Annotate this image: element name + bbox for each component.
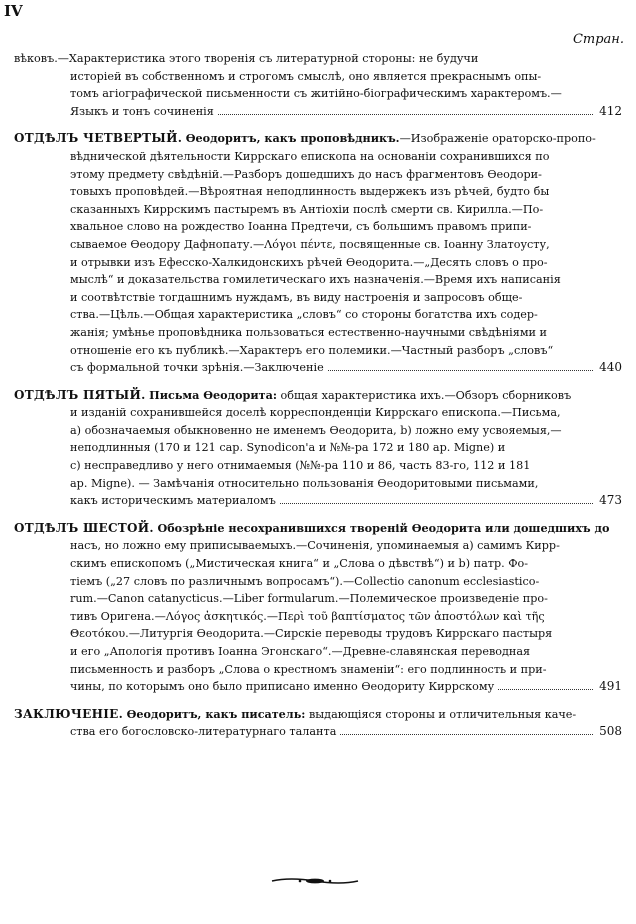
toc-line: какъ историческимъ материаломъ 473 bbox=[14, 492, 622, 510]
toc-line: а) обозначаемыя обыкновенно не именемъ Ѳеодорита, b) ложно ему усвояемыя,— bbox=[70, 423, 562, 437]
toc-page-number: 412 bbox=[599, 103, 622, 118]
toc-line: жанія; умѣнье проповѣдника пользоваться естественно-научными свѣдѣніями и bbox=[70, 325, 547, 339]
toc-line: скимъ епископомъ („Мистическая книга“ и „Слова о дѣвствѣ“) и b) патр. Фо- bbox=[70, 557, 529, 571]
section-title: ЗАКЛЮЧЕНІЕ. bbox=[14, 706, 124, 721]
toc-line: сказанныхъ Киррскимъ пастыремъ въ Антіохіи послѣ смерти св. Кирилла.—По- bbox=[70, 202, 544, 216]
toc-line: тіемъ („27 словъ по различнымъ вопросамъ“).—Collectio canonum ecclesiastico- bbox=[70, 574, 540, 588]
toc-line: ЗАКЛЮЧЕНІЕ. Ѳеодоритъ, какъ писатель: выдающіяся стороны и отличительныя каче- bbox=[14, 706, 577, 721]
toc-line: ар. Migne). — Замѣчанія относительно пользованія Ѳеодоритовыми письмами, bbox=[70, 476, 539, 490]
toc-entry bbox=[14, 387, 622, 510]
toc-line: чины, по которымъ оно было приписано именно Ѳеодориту Киррскому 491 bbox=[14, 678, 622, 696]
section-subtitle: Ѳеодоритъ, какъ писатель: bbox=[126, 706, 306, 721]
section-title: ОТДѢЛЪ ЧЕТВЕРТЫЙ. bbox=[14, 131, 183, 146]
section-subtitle: Письма Ѳеодорита: bbox=[149, 387, 277, 402]
toc-line: ства.—Цѣль.—Общая характеристика „словъ“ со стороны богатства ихъ содер- bbox=[70, 308, 538, 322]
toc-line: томъ агіографической письменности съ житійно-біографическимъ характеромъ.— bbox=[70, 87, 562, 101]
toc-line: Θεοτόκου.—Литургія Ѳеодорита.—Сирскіе переводы трудовъ Киррскаго пастыря bbox=[70, 627, 553, 641]
table-of-contents bbox=[14, 50, 622, 751]
toc-line: товыхъ проповѣдей.—Вѣроятная неподлинность выдержекъ изъ рѣчей, будто бы bbox=[70, 185, 550, 199]
toc-line: и изданій сохранившейся доселѣ корреспонденціи Киррскаго епископа.—Письма, bbox=[70, 406, 561, 420]
toc-line: с) несправедливо у него отнимаемыя (№№-ра 110 и 86, часть 83-го, 112 и 181 bbox=[70, 459, 531, 473]
decorative-ornament-icon bbox=[270, 876, 360, 886]
toc-line: сываемое Ѳеодору Дафнопату.—Λόγοι πέντε, посвященные св. Іоанну Златоусту, bbox=[70, 237, 550, 251]
toc-line: письменность и разборъ „Слова о крестномъ знаменіи“: его подлинность и при- bbox=[70, 662, 547, 676]
toc-line: rum.—Canon catanycticus.—Liber formularum.—Полемическое произведеніе про- bbox=[70, 592, 548, 606]
toc-line: съ формальной точки зрѣнія.—Заключеніе 440 bbox=[14, 359, 622, 377]
page-column-header: Стран. bbox=[572, 32, 624, 47]
toc-line: отношеніе его къ публикѣ.—Характеръ его полемики.—Частный разборъ „словъ“ bbox=[70, 343, 554, 357]
toc-line: мыслѣ“ и доказательства гомилетическаго ихъ назначенія.—Время ихъ написанія bbox=[70, 273, 561, 287]
toc-line: этому предмету свѣдѣній.—Разборъ дошедшихъ до насъ фрагментовъ Ѳеодори- bbox=[70, 167, 542, 181]
toc-line bbox=[14, 520, 622, 538]
toc-page-number: 440 bbox=[599, 360, 622, 375]
toc-line: ОТДѢЛЪ ЧЕТВЕРТЫЙ. Ѳеодоритъ, какъ проповѣдникъ.—Изображеніе ораторско-пропо- bbox=[14, 131, 596, 146]
section-title: ОТДѢЛЪ ШЕСТОЙ. bbox=[14, 520, 154, 535]
toc-entry bbox=[14, 50, 622, 120]
toc-page-number: 473 bbox=[599, 493, 622, 508]
toc-line: исторіей въ собственномъ и строгомъ смыслѣ, оно является прекраснымъ опы- bbox=[70, 69, 542, 83]
toc-line: вѣковъ.—Характеристика этого творенія съ литературной стороны: не будучи bbox=[14, 52, 479, 65]
toc-entry bbox=[14, 520, 622, 696]
toc-entry bbox=[14, 130, 622, 376]
section-subtitle: Ѳеодоритъ, какъ проповѣдникъ. bbox=[185, 131, 400, 146]
toc-line: вѣднической дѣятельности Киррскаго епископа на основаніи сохранившихся по bbox=[70, 149, 550, 163]
toc-line: Языкъ и тонъ сочиненія 412 bbox=[14, 103, 622, 121]
toc-line: и его „Апологія противъ Іоанна Эгонскаго“.—Древне-славянская переводная bbox=[70, 645, 531, 658]
section-subtitle: Обозрѣніе несохранившихся твореній Ѳеодорита или дошедшихъ до bbox=[157, 520, 610, 535]
toc-line: неподлинныя (170 и 121 cap. Synodicon'a и №№-ра 172 и 180 ар. Migne) и bbox=[70, 441, 506, 455]
toc-line: ОТДѢЛЪ ПЯТЫЙ. Письма Ѳеодорита: общая характеристика ихъ.—Обзоръ сборниковъ bbox=[14, 387, 572, 402]
toc-line: насъ, но ложно ему приписываемыхъ.—Сочиненія, упоминаемыя а) самимъ Кирр- bbox=[70, 539, 560, 553]
toc-line: хвальное слово на рождество Іоанна Предтечи, съ большимъ правомъ припи- bbox=[70, 220, 532, 234]
toc-line: ства его богословско-литературнаго таланта 508 bbox=[14, 723, 622, 741]
section-title: ОТДѢЛЪ ПЯТЫЙ. bbox=[14, 387, 146, 402]
toc-line: и соотвѣтствіе тогдашнимъ нуждамъ, въ виду настроенія и запросовъ обще- bbox=[70, 290, 523, 304]
toc-line: и отрывки изъ Ефесско-Халкидонскихъ рѣчей Ѳеодорита.—„Десять словъ о про- bbox=[70, 255, 548, 269]
toc-line: тивъ Оригена.—Λόγος ἀσκητικός.—Περὶ τοῦ βαπτίσματος τῶν ἀποστόλων καὶ τῆς bbox=[70, 609, 545, 623]
page-number: IV bbox=[4, 2, 23, 20]
toc-page-number: 508 bbox=[599, 724, 622, 739]
toc-entry bbox=[14, 706, 622, 741]
toc-page-number: 491 bbox=[599, 679, 622, 694]
